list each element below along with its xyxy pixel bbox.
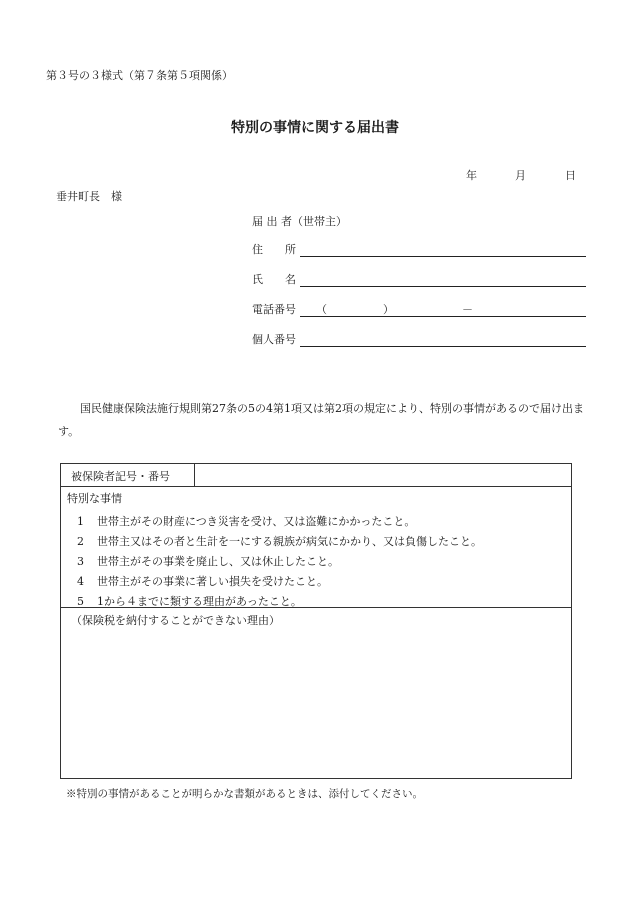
address-line bbox=[300, 256, 586, 257]
phone-line bbox=[300, 316, 586, 317]
statement-text: 国民健康保険法施行規則第27条の5の4第1項又は第2項の規定により、特別の事情があるので届け出ます。 bbox=[58, 402, 584, 438]
reason-item[interactable] bbox=[77, 593, 302, 609]
date-day-label: 日 bbox=[565, 169, 576, 182]
individual-number-label: 個人番号 bbox=[252, 333, 296, 346]
page-title: 特別の事情に関する届出書 bbox=[231, 120, 399, 136]
circumstances-section bbox=[61, 487, 571, 608]
phone-open-paren: （ bbox=[316, 303, 327, 316]
date-month-label: 月 bbox=[515, 169, 526, 182]
applicant-heading: 届 出 者（世帯主） bbox=[252, 215, 347, 228]
insured-number-label: 被保険者記号・番号 bbox=[61, 464, 195, 486]
reason-number: 5 bbox=[77, 595, 84, 608]
reason-item[interactable] bbox=[77, 553, 339, 569]
phone-close-paren: ） bbox=[383, 303, 394, 316]
circumstances-heading: 特別な事情 bbox=[67, 492, 122, 505]
address-label: 住 所 bbox=[252, 243, 296, 256]
circumstances-table bbox=[60, 463, 572, 779]
unable-to-pay-reason-input[interactable] bbox=[61, 632, 571, 778]
addressee: 垂井町長 様 bbox=[56, 190, 122, 203]
reason-number: 1 bbox=[77, 515, 84, 528]
reason-text: 世帯主又はその者と生計を一にする親族が病気にかかり、又は負傷したこと。 bbox=[97, 535, 482, 548]
reason-text: 1から４までに類する理由があったこと。 bbox=[97, 595, 302, 608]
reason-number: 2 bbox=[77, 535, 84, 548]
phone-dash: － bbox=[462, 303, 473, 316]
individual-number-line bbox=[300, 346, 586, 347]
name-line bbox=[300, 286, 586, 287]
unable-to-pay-reason-heading: （保険税を納付することができない理由） bbox=[71, 614, 280, 627]
reason-item[interactable] bbox=[77, 533, 482, 549]
insured-number-input[interactable] bbox=[195, 464, 571, 486]
reason-item[interactable] bbox=[77, 513, 415, 529]
reason-item[interactable] bbox=[77, 573, 328, 589]
footnote: ※特別の事情があることが明らかな書類があるときは、添付してください。 bbox=[66, 788, 423, 800]
date-year-label: 年 bbox=[466, 169, 477, 182]
reason-text: 世帯主がその財産につき災害を受け、又は盗難にかかったこと。 bbox=[97, 515, 416, 528]
insured-row bbox=[61, 464, 571, 487]
reason-number: 3 bbox=[77, 555, 84, 568]
reason-text: 世帯主がその事業に著しい損失を受けたこと。 bbox=[97, 575, 328, 588]
form-number-label: 第３号の３様式（第７条第５項関係） bbox=[46, 69, 233, 82]
reason-text: 世帯主がその事業を廃止し、又は休止したこと。 bbox=[97, 555, 339, 568]
reason-number: 4 bbox=[77, 575, 84, 588]
name-label: 氏 名 bbox=[252, 273, 296, 286]
phone-label: 電話番号 bbox=[252, 303, 296, 316]
